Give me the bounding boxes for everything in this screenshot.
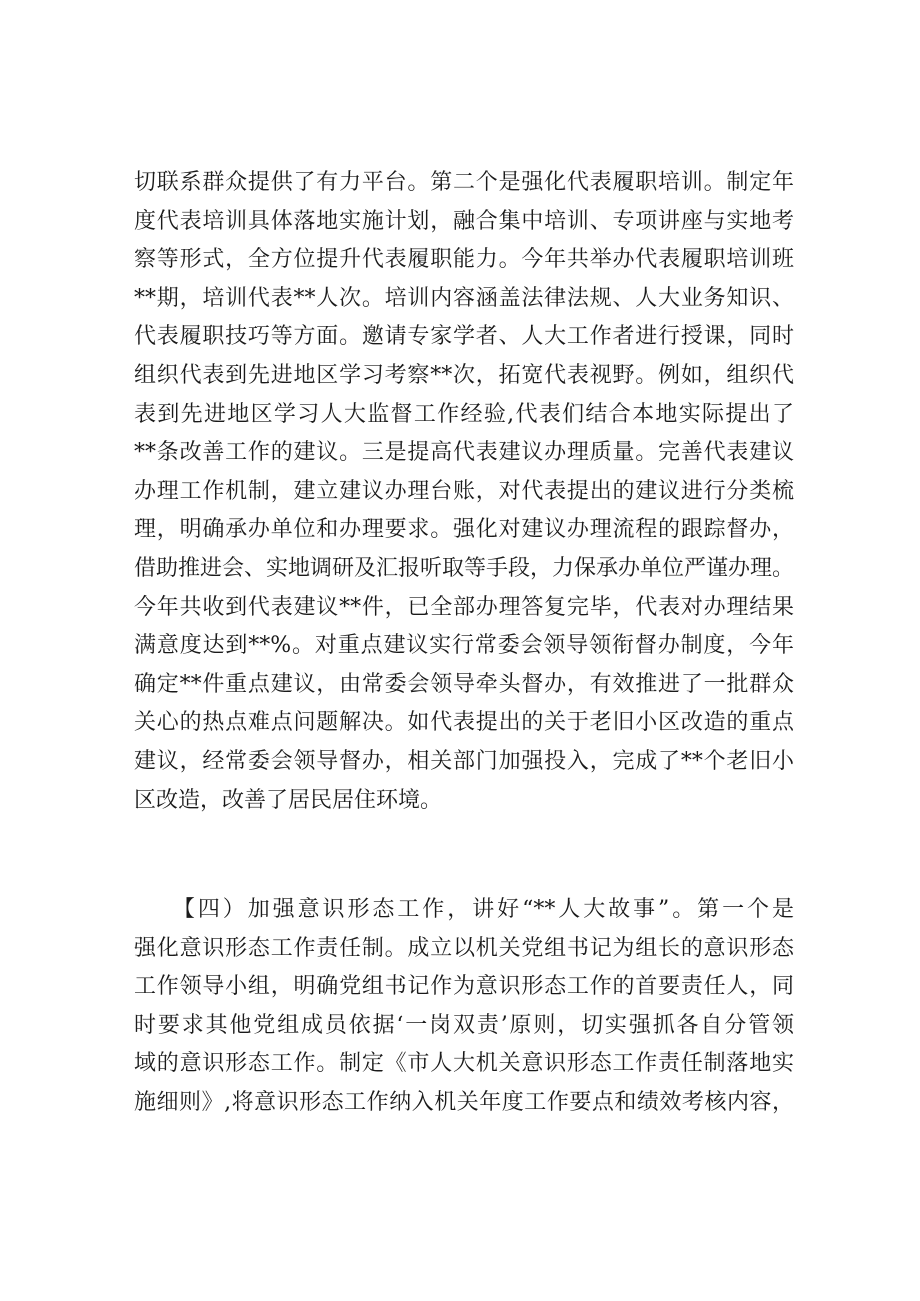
text-line: **条改善工作的建议。三是提高代表建议办理质量。完善代表建议 bbox=[134, 440, 794, 466]
text-line: 时要求其他党组成员依据‘一岗双责’原则，切实强抓各自分管领 bbox=[134, 1012, 794, 1038]
text-line: 满意度达到**%。对重点建议实行常委会领导领衔督办制度，今年 bbox=[134, 633, 794, 659]
text-line: 代表履职技巧等方面。邀请专家学者、人大工作者进行授课，同时 bbox=[134, 324, 794, 350]
text-line: 今年共收到代表建议**件，已全部办理答复完毕，代表对办理结果 bbox=[134, 594, 794, 620]
text-line: 表到先进地区学习人大监督工作经验,代表们结合本地实际提出了 bbox=[134, 401, 794, 427]
text-line: 建议，经常委会领导督办，相关部门加强投入，完成了**个老旧小 bbox=[134, 748, 794, 774]
text-line: 察等形式，全方位提升代表履职能力。今年共举办代表履职培训班 bbox=[134, 247, 794, 273]
text-line: 强化意识形态工作责任制。成立以机关党组书记为组长的意识形态 bbox=[134, 935, 794, 961]
text-line: 确定**件重点建议，由常委会领导牵头督办，有效推进了一批群众 bbox=[134, 671, 794, 697]
text-line: 切联系群众提供了有力平台。第二个是强化代表履职培训。制定年 bbox=[134, 170, 794, 195]
text-line: **期，培训代表**人次。培训内容涵盖法律法规、人大业务知识、 bbox=[134, 285, 794, 311]
section-heading-line: 【四）加强意识形态工作，讲好“**人大故事”。第一个是 bbox=[134, 897, 794, 922]
text-line: 施细则》,将意识形态工作纳入机关年度工作要点和绩效考核内容， bbox=[134, 1089, 794, 1115]
text-line: 理，明确承办单位和办理要求。强化对建议办理流程的跟踪督办， bbox=[134, 517, 794, 543]
text-line: 借助推进会、实地调研及汇报听取等手段，力保承办单位严谨办理。 bbox=[134, 555, 795, 581]
paragraph-representative-work bbox=[134, 164, 794, 820]
text-line: 办理工作机制，建立建议办理台账，对代表提出的建议进行分类梳 bbox=[134, 478, 794, 504]
text-line: 关心的热点难点问题解决。如代表提出的关于老旧小区改造的重点 bbox=[134, 710, 794, 736]
paragraph-ideology-work bbox=[134, 891, 794, 1123]
text-line: 域的意识形态工作。制定《市人大机关意识形态工作责任制落地实 bbox=[134, 1051, 794, 1077]
text-line: 区改造，改善了居民居住环境。 bbox=[134, 787, 443, 813]
text-line: 组织代表到先进地区学习考察**次，拓宽代表视野。例如，组织代 bbox=[134, 362, 794, 388]
text-line: 工作领导小组，明确党组书记作为意识形态工作的首要责任人，同 bbox=[134, 974, 794, 1000]
text-line: 度代表培训具体落地实施计划，融合集中培训、专项讲座与实地考 bbox=[134, 208, 794, 234]
